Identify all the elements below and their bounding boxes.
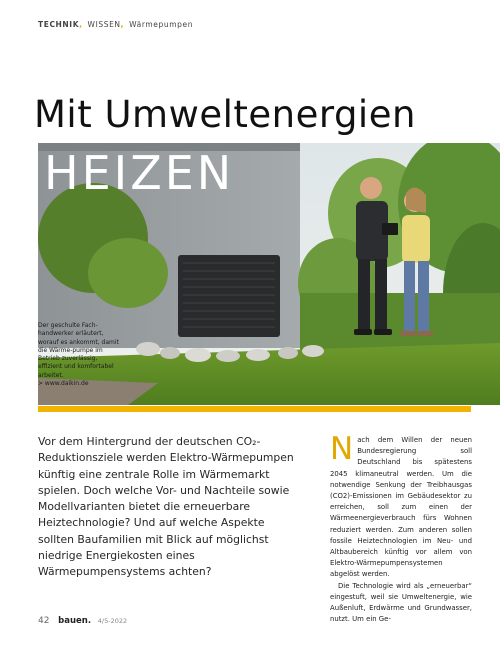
- body-paragraph-2: Die Technologie wird als „erneuerbar“ eingestuft, weil sie Umweltenergie, wie Außenluft, Erdwärme und Grundwasser, nutzt. Um ein Ge-: [330, 581, 472, 624]
- lead-text: Vor dem Hintergrund der deutschen CO₂-Reduktionsziele werden Elektro-Wärmepumpen künftig eine zentrale Rolle im Wärmemarkt spielen. Doch welche Vor- und Nachteile sowie Modellvarianten bietet die erneuerbare Heiztechnologie? Und auf welche Aspekte sollten Baufamilien mit Blick auf möglichst niedrige Energiekosten eines Wärmepumpensystems achten?: [38, 435, 294, 579]
- caption-text: Der geschulte Fach-handwerker erläutert, worauf es ankommt, damit die Wärme-pumpe im Betrieb zuverlässig, effizient und komfortabel arbeitet.: [38, 322, 119, 379]
- body-paragraph-1: ach dem Willen der neuen Bundesregierung soll Deutschland bis spätestens 2045 klimaneutral werden. Um die notwendige Senkung der Treibhausgas (CO2)-Emissionen im Gebäudesektor zu erreichen, soll zum einen der Wärmeenergieverbrauch fürs Wohnen reduziert werden. Zum anderen sollen fossile Heiztechnologien im Neu- und Altbaubereich künftig vor allem von Elektro-Wärmepumpensystemen abgelöst werden.: [330, 436, 472, 579]
- breadcrumb-sub2: Wärmepumpen: [129, 20, 194, 29]
- photo-caption: [38, 322, 120, 388]
- magazine-name: bauen.: [58, 616, 92, 626]
- drop-cap: N: [330, 431, 354, 467]
- breadcrumb: TECHNIK, WISSEN, Wärmepumpen: [38, 20, 194, 29]
- issue-number: 4/5-2022: [97, 617, 128, 625]
- accent-bar: [38, 406, 471, 412]
- breadcrumb-section: TECHNIK: [38, 20, 80, 29]
- body-text: [330, 431, 472, 625]
- breadcrumb-sub1: WISSEN: [87, 20, 121, 29]
- lead-paragraph: [38, 434, 300, 581]
- page-title: Mit Umweltenergien: [34, 93, 416, 136]
- page-number: 42: [38, 616, 50, 626]
- caption-link[interactable]: > www.daikin.de: [38, 380, 89, 388]
- page-footer: [38, 616, 127, 626]
- title-overlay: HEIZEN: [44, 146, 235, 200]
